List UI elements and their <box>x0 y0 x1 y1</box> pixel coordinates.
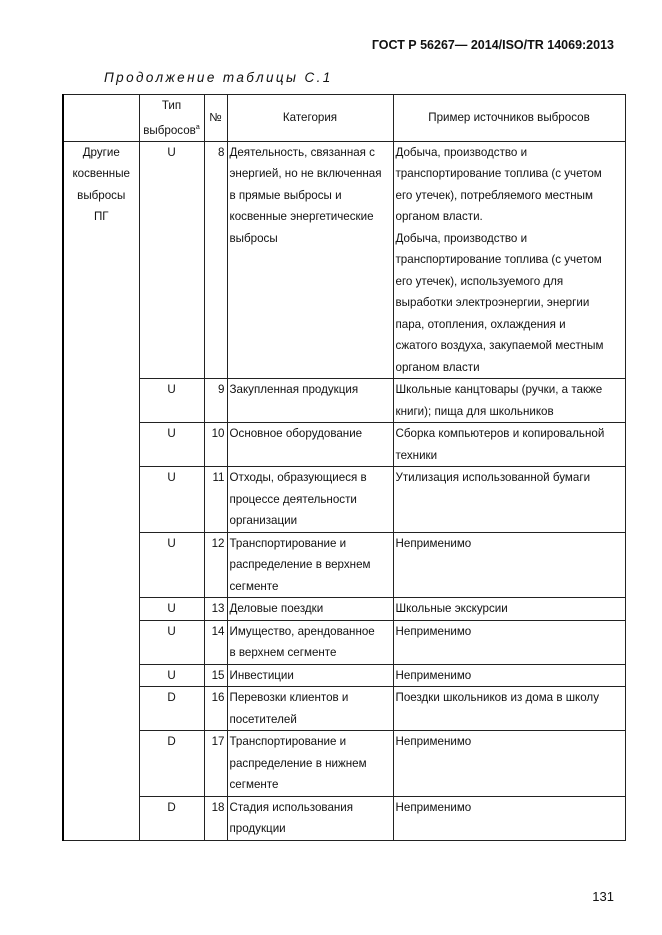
example-text-line: Школьные канцтовары (ручки, а также <box>395 383 603 397</box>
category-text-line: Стадия использования <box>229 800 354 814</box>
emission-type-cell: U <box>139 467 204 533</box>
group-label-line: выбросы <box>77 188 126 202</box>
table-row <box>63 141 625 379</box>
header-number: № <box>204 95 227 142</box>
header-category: Категория <box>227 95 393 142</box>
example-text-line: транспортирование топлива (с учетом <box>395 253 602 267</box>
category-cell <box>227 796 393 840</box>
emission-type-cell: D <box>139 687 204 731</box>
table-row <box>63 620 625 664</box>
emission-type-cell: U <box>139 141 204 379</box>
category-cell <box>227 379 393 423</box>
example-text-line: пара, отопления, охлаждения и <box>395 317 566 331</box>
category-text-line: выбросы <box>229 231 278 245</box>
category-text-line: в верхнем сегменте <box>229 646 337 660</box>
header-group-cell <box>63 95 139 142</box>
document-header: ГОСТ Р 56267— 2014/ISO/TR 14069:2013 <box>371 38 614 52</box>
group-label-line: косвенные <box>72 167 130 181</box>
example-cell <box>393 467 625 533</box>
category-text-line: энергией, но не включенная <box>229 167 382 181</box>
category-text-line: косвенные энергетические <box>229 210 374 224</box>
category-text-line: процессе деятельности <box>229 492 357 506</box>
row-number-cell: 17 <box>204 731 227 797</box>
table-row <box>63 423 625 467</box>
emission-type-cell: D <box>139 796 204 840</box>
emission-type-cell: U <box>139 598 204 621</box>
header-type-footnote: a <box>195 123 200 131</box>
emission-type-cell: U <box>139 423 204 467</box>
category-text-line: Деловые поездки <box>229 602 324 616</box>
example-cell <box>393 423 625 467</box>
example-text-line: Добыча, производство и <box>395 145 528 159</box>
example-text-line: книги); пища для школьников <box>395 404 554 418</box>
category-cell <box>227 423 393 467</box>
category-cell <box>227 620 393 664</box>
table-caption: Продолжение таблицы С.1 <box>104 70 333 85</box>
page-number: 131 <box>592 889 614 904</box>
table-body <box>63 141 625 840</box>
category-cell <box>227 467 393 533</box>
emission-type-cell: U <box>139 379 204 423</box>
example-text-line: Неприменимо <box>395 536 472 550</box>
category-text-line: Транспортирование и <box>229 536 347 550</box>
table-row <box>63 731 625 797</box>
row-number-cell: 10 <box>204 423 227 467</box>
example-cell <box>393 731 625 797</box>
category-cell <box>227 731 393 797</box>
header-type-line2: выбросов <box>143 123 196 137</box>
category-text-line: Основное оборудование <box>229 427 363 441</box>
header-example: Пример источников выбросов <box>393 95 625 142</box>
emission-type-cell: U <box>139 664 204 687</box>
table-row <box>63 796 625 840</box>
header-type <box>139 95 204 142</box>
category-text-line: Отходы, образующиеся в <box>229 471 367 485</box>
category-cell <box>227 532 393 598</box>
emission-type-cell: U <box>139 532 204 598</box>
row-number-cell: 13 <box>204 598 227 621</box>
row-number-cell: 14 <box>204 620 227 664</box>
group-label-line: ПГ <box>93 210 109 224</box>
category-text-line: Закупленная продукция <box>229 383 359 397</box>
category-text-line: Перевозки клиентов и <box>229 691 349 705</box>
category-text-line: сегменте <box>229 778 279 792</box>
row-number-cell: 16 <box>204 687 227 731</box>
row-number-cell: 8 <box>204 141 227 379</box>
group-label-line: Другие <box>82 145 120 159</box>
example-cell <box>393 532 625 598</box>
category-text-line: в прямые выбросы и <box>229 188 342 202</box>
example-text-line: Школьные экскурсии <box>395 602 508 616</box>
example-text-line: транспортирование топлива (с учетом <box>395 167 602 181</box>
example-text-line: его утечек), потребляемого местным <box>395 188 593 202</box>
row-number-cell: 18 <box>204 796 227 840</box>
table-row <box>63 598 625 621</box>
category-text-line: распределение в нижнем <box>229 756 367 770</box>
category-text-line: распределение в верхнем <box>229 558 371 572</box>
example-text-line: его утечек), используемого для <box>395 274 564 288</box>
table-row <box>63 664 625 687</box>
row-number-cell: 15 <box>204 664 227 687</box>
category-text-line: Транспортирование и <box>229 735 347 749</box>
table-header-row <box>63 95 625 142</box>
example-text-line: Неприменимо <box>395 668 472 682</box>
table-row <box>63 379 625 423</box>
table-row <box>63 532 625 598</box>
header-type-line1: Тип <box>161 99 182 112</box>
emission-type-cell: U <box>139 620 204 664</box>
example-text-line: Утилизация использованной бумаги <box>395 471 591 485</box>
example-text-line: выработки электроэнергии, энергии <box>395 296 590 310</box>
example-text-line: техники <box>395 448 438 462</box>
category-text-line: посетителей <box>229 712 297 726</box>
example-text-line: сжатого воздуха, закупаемой местным <box>395 339 604 353</box>
example-cell <box>393 379 625 423</box>
row-number-cell: 9 <box>204 379 227 423</box>
emission-type-cell: D <box>139 731 204 797</box>
example-text-line: Неприменимо <box>395 800 472 814</box>
emissions-table <box>62 94 626 841</box>
example-cell <box>393 664 625 687</box>
category-cell <box>227 598 393 621</box>
example-text-line: Неприменимо <box>395 735 472 749</box>
category-text-line: продукции <box>229 822 286 836</box>
example-text-line: Поездки школьников из дома в школу <box>395 691 599 705</box>
example-text-line: органом власти. <box>395 210 483 224</box>
category-cell <box>227 664 393 687</box>
group-label-cell <box>63 141 139 840</box>
table-row <box>63 687 625 731</box>
category-cell <box>227 687 393 731</box>
category-text-line: организации <box>229 514 298 528</box>
category-text-line: Инвестиции <box>229 668 294 682</box>
row-number-cell: 11 <box>204 467 227 533</box>
category-text-line: Имущество, арендованное <box>229 624 375 638</box>
example-cell <box>393 620 625 664</box>
row-number-cell: 12 <box>204 532 227 598</box>
example-text-line: Добыча, производство и <box>395 231 528 245</box>
example-cell <box>393 141 625 379</box>
category-text-line: сегменте <box>229 579 279 593</box>
category-text-line: Деятельность, связанная с <box>229 145 375 159</box>
example-text-line: Неприменимо <box>395 624 472 638</box>
example-cell <box>393 796 625 840</box>
example-cell <box>393 598 625 621</box>
example-text-line: Сборка компьютеров и копировальной <box>395 427 605 441</box>
table-row <box>63 467 625 533</box>
example-text-line: органом власти <box>395 360 480 374</box>
category-cell <box>227 141 393 379</box>
example-cell <box>393 687 625 731</box>
